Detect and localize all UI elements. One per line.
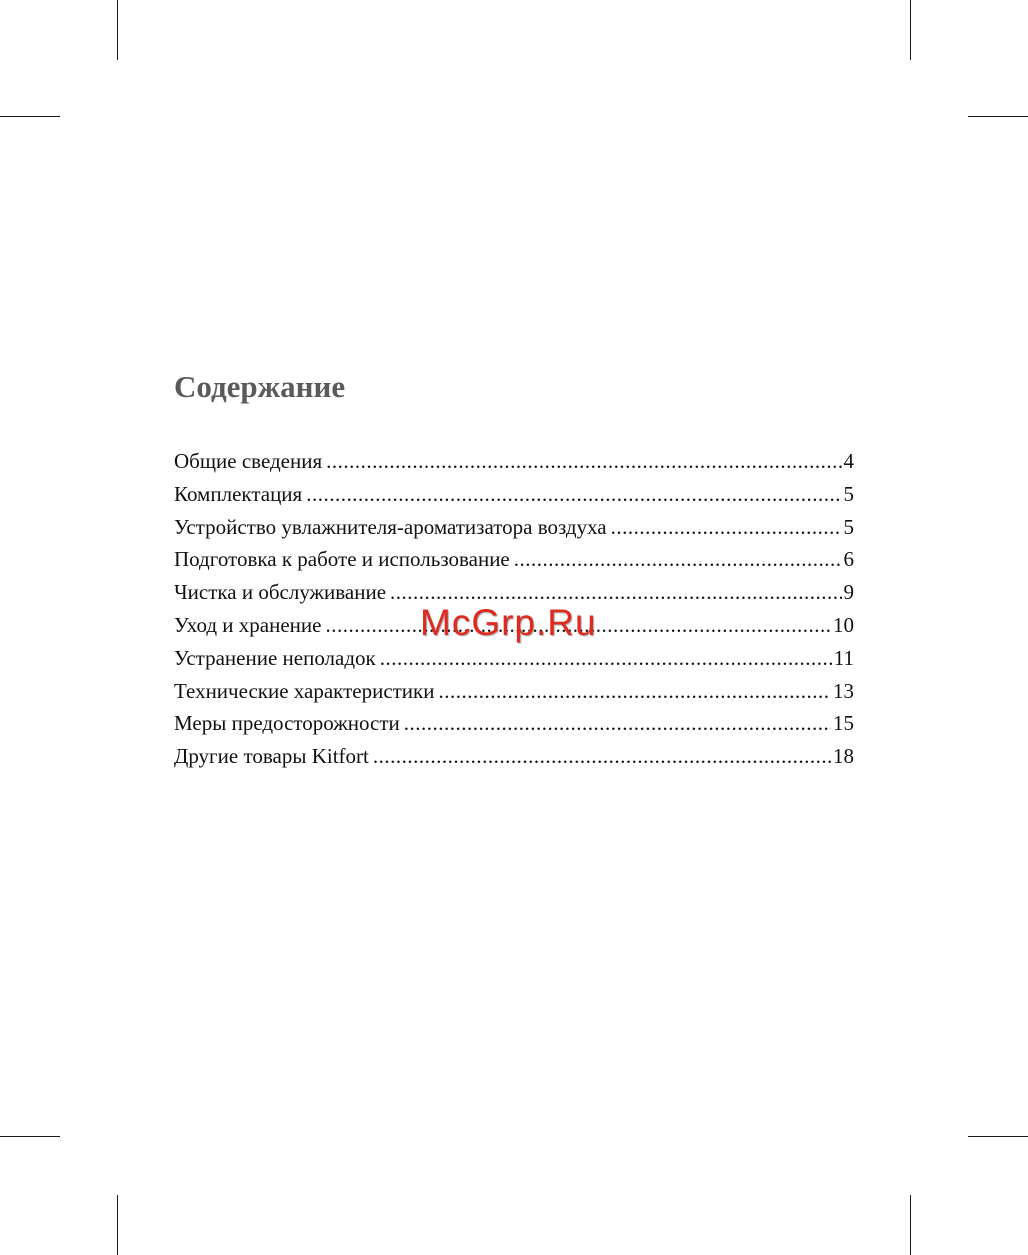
crop-mark-bottom-right-horizontal — [968, 1136, 1028, 1137]
toc-entry-label: Комплектация — [174, 481, 303, 506]
toc-entry-label: Другие товары Kitfort — [174, 744, 369, 769]
toc-entry[interactable] — [174, 445, 854, 478]
toc-entry[interactable] — [174, 543, 854, 576]
crop-mark-top-left-vertical — [117, 0, 118, 60]
toc-entry-label: Устранение неполадок — [174, 645, 376, 670]
toc-entry[interactable] — [174, 740, 854, 773]
toc-entry-page: 9 — [843, 580, 854, 605]
toc-entry-label: Уход и хранение — [174, 612, 322, 637]
crop-mark-top-right-horizontal — [968, 116, 1028, 117]
toc-dot-leader — [326, 445, 841, 478]
toc-entry[interactable] — [174, 707, 854, 740]
toc-entry-page: 6 — [843, 547, 854, 572]
toc-entry-page: 18 — [833, 744, 854, 769]
toc-entry-label: Устройство увлажнителя-ароматизатора воздуха — [174, 514, 607, 539]
toc-entry-page: 13 — [833, 678, 854, 703]
toc-entry[interactable] — [174, 675, 854, 708]
toc-entry-label: Технические характеристики — [174, 678, 435, 703]
crop-mark-bottom-right-vertical — [910, 1195, 911, 1255]
crop-mark-bottom-left-horizontal — [0, 1136, 60, 1137]
toc-dot-leader — [611, 511, 842, 544]
toc-entry-label: Меры предосторожности — [174, 711, 400, 736]
toc-entry-label: Общие сведения — [174, 449, 323, 473]
toc-entry-label: Подготовка к работе и использование — [174, 547, 510, 572]
toc-entry[interactable] — [174, 642, 854, 675]
crop-mark-bottom-left-vertical — [117, 1195, 118, 1255]
toc-entry[interactable] — [174, 511, 854, 544]
toc-entry-page: 5 — [843, 481, 854, 506]
toc-entry-label: Чистка и обслуживание — [174, 580, 387, 605]
toc-dot-leader — [306, 478, 841, 511]
crop-mark-top-right-vertical — [910, 0, 911, 60]
toc-entry-page: 5 — [843, 514, 854, 539]
watermark-text: McGrp.Ru — [420, 602, 597, 643]
toc-entry-page: 4 — [843, 449, 854, 473]
toc-entry-page: 10 — [833, 612, 854, 637]
toc-dot-leader — [373, 740, 831, 773]
toc-entry-page: 15 — [833, 711, 854, 736]
page-title: Содержание — [174, 369, 346, 404]
toc-dot-leader — [439, 675, 832, 708]
toc-dot-leader — [380, 642, 832, 675]
crop-mark-top-left-horizontal — [0, 116, 60, 117]
toc-entry[interactable] — [174, 478, 854, 511]
toc-dot-leader — [514, 543, 842, 576]
toc-entry-page: 11 — [833, 645, 854, 670]
toc-dot-leader — [404, 707, 831, 740]
